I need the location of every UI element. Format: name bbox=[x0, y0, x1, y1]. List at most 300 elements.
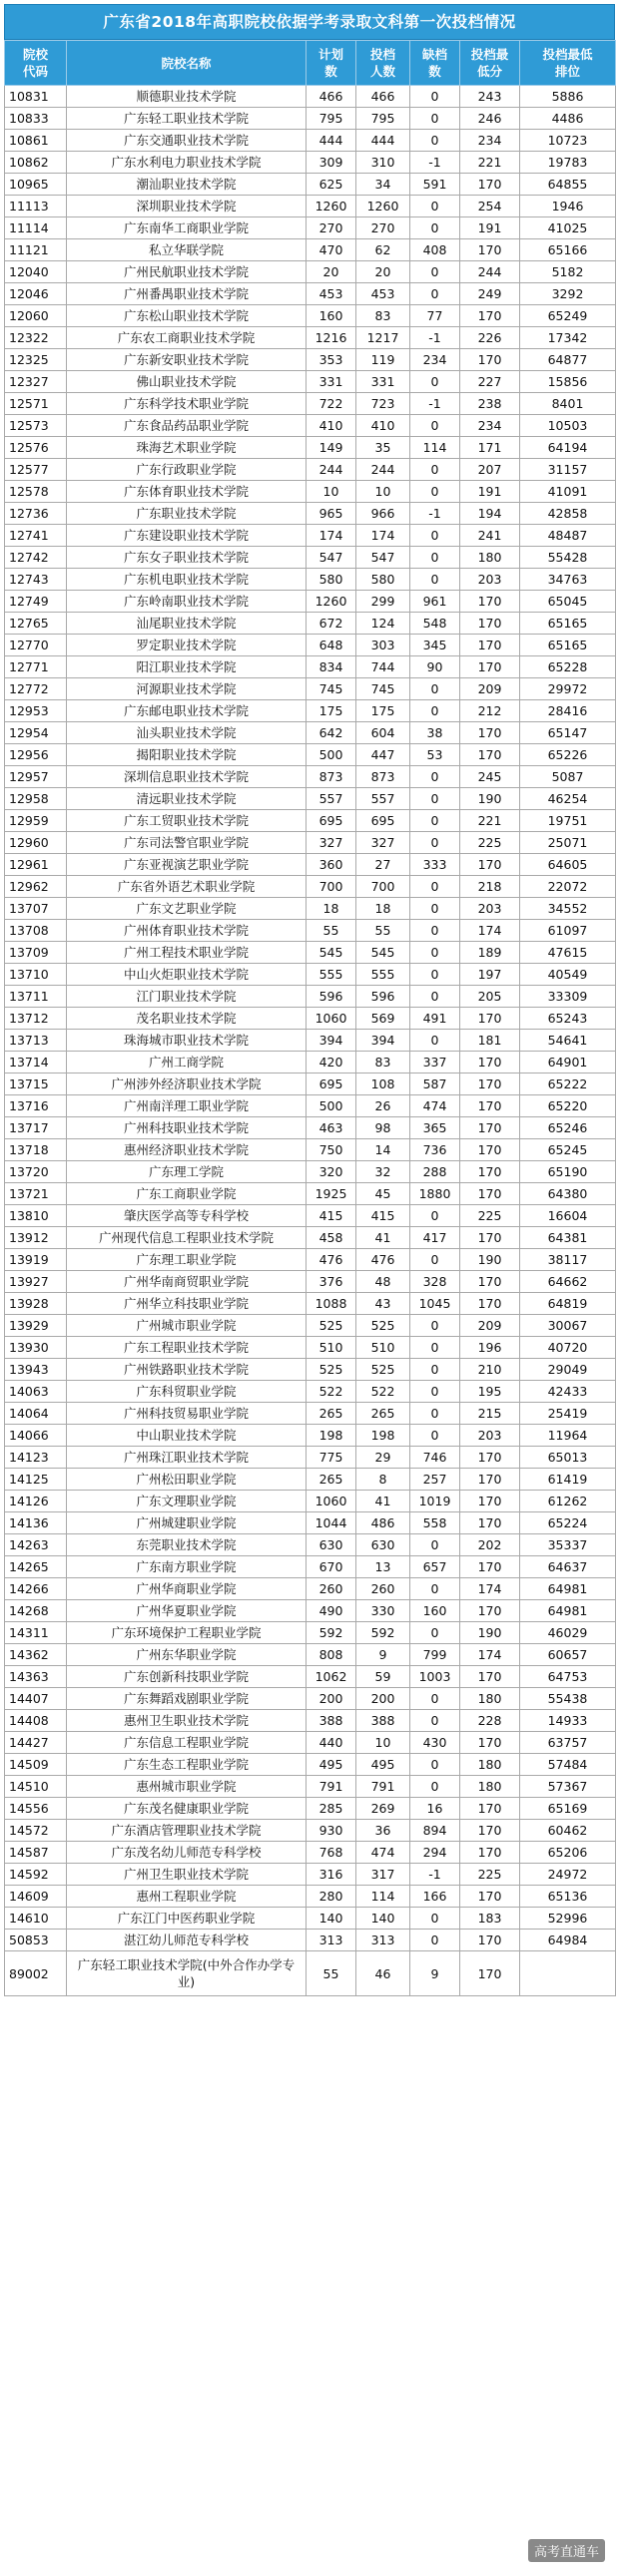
cell-min-rank: 35337 bbox=[520, 1534, 616, 1556]
cell-admitted: 313 bbox=[356, 1930, 410, 1951]
cell-shortage: 1045 bbox=[410, 1293, 460, 1315]
cell-name: 广东工贸职业技术学院 bbox=[67, 810, 307, 832]
cell-min-rank: 60657 bbox=[520, 1644, 616, 1666]
cell-shortage: 114 bbox=[410, 437, 460, 459]
cell-name: 惠州城市职业学院 bbox=[67, 1776, 307, 1798]
cell-name: 广东机电职业技术学院 bbox=[67, 569, 307, 591]
cell-min-rank: 40549 bbox=[520, 964, 616, 986]
cell-code: 14066 bbox=[5, 1425, 67, 1447]
cell-min-score: 170 bbox=[460, 1227, 520, 1249]
cell-plan: 270 bbox=[307, 217, 356, 239]
cell-min-score: 234 bbox=[460, 130, 520, 152]
table-row bbox=[5, 261, 616, 283]
table-row bbox=[5, 1447, 616, 1469]
cell-code: 14556 bbox=[5, 1798, 67, 1820]
cell-code: 14266 bbox=[5, 1578, 67, 1600]
cell-admitted: 41 bbox=[356, 1227, 410, 1249]
cell-admitted: 10 bbox=[356, 481, 410, 503]
cell-plan: 1062 bbox=[307, 1666, 356, 1688]
table-row bbox=[5, 437, 616, 459]
cell-plan: 795 bbox=[307, 108, 356, 130]
cell-shortage: 548 bbox=[410, 613, 460, 635]
table-row bbox=[5, 1095, 616, 1117]
cell-admitted: 388 bbox=[356, 1710, 410, 1732]
cell-name: 广州华商职业学院 bbox=[67, 1578, 307, 1600]
cell-shortage: 0 bbox=[410, 569, 460, 591]
cell-plan: 672 bbox=[307, 613, 356, 635]
cell-min-score: 170 bbox=[460, 635, 520, 656]
cell-name: 深圳职业技术学院 bbox=[67, 196, 307, 217]
table-row bbox=[5, 898, 616, 920]
cell-name: 河源职业技术学院 bbox=[67, 678, 307, 700]
cell-min-rank: 64380 bbox=[520, 1183, 616, 1205]
cell-min-rank: 65136 bbox=[520, 1886, 616, 1908]
cell-plan: 1216 bbox=[307, 327, 356, 349]
cell-name: 深圳信息职业技术学院 bbox=[67, 766, 307, 788]
cell-shortage: -1 bbox=[410, 152, 460, 174]
cell-plan: 1060 bbox=[307, 1008, 356, 1030]
cell-min-score: 221 bbox=[460, 810, 520, 832]
cell-min-rank: 14933 bbox=[520, 1710, 616, 1732]
cell-name: 江门职业技术学院 bbox=[67, 986, 307, 1008]
cell-code: 12962 bbox=[5, 876, 67, 898]
cell-code: 12958 bbox=[5, 788, 67, 810]
cell-shortage: 0 bbox=[410, 876, 460, 898]
cell-admitted: 45 bbox=[356, 1183, 410, 1205]
cell-code: 14592 bbox=[5, 1864, 67, 1886]
cell-admitted: 547 bbox=[356, 547, 410, 569]
cell-min-score: 195 bbox=[460, 1381, 520, 1403]
cell-name: 广东邮电职业技术学院 bbox=[67, 700, 307, 722]
cell-code: 13928 bbox=[5, 1293, 67, 1315]
cell-plan: 244 bbox=[307, 459, 356, 481]
cell-plan: 695 bbox=[307, 1073, 356, 1095]
cell-min-rank: 65245 bbox=[520, 1139, 616, 1161]
cell-min-score: 180 bbox=[460, 547, 520, 569]
cell-min-rank: 48487 bbox=[520, 525, 616, 547]
cell-plan: 500 bbox=[307, 1095, 356, 1117]
cell-name: 广东水利电力职业技术学院 bbox=[67, 152, 307, 174]
cell-min-rank: 64901 bbox=[520, 1052, 616, 1073]
cell-code: 14572 bbox=[5, 1820, 67, 1842]
table-row bbox=[5, 459, 616, 481]
cell-plan: 1044 bbox=[307, 1512, 356, 1534]
cell-shortage: 0 bbox=[410, 678, 460, 700]
cell-name: 广东茂名幼儿师范专科学校 bbox=[67, 1842, 307, 1864]
cell-code: 11113 bbox=[5, 196, 67, 217]
cell-shortage: 0 bbox=[410, 766, 460, 788]
cell-shortage: 0 bbox=[410, 371, 460, 393]
cell-min-score: 170 bbox=[460, 1095, 520, 1117]
table-row bbox=[5, 1249, 616, 1271]
cell-code: 12741 bbox=[5, 525, 67, 547]
cell-code: 10965 bbox=[5, 174, 67, 196]
cell-min-rank: 65228 bbox=[520, 656, 616, 678]
cell-min-score: 221 bbox=[460, 152, 520, 174]
cell-min-rank: 64381 bbox=[520, 1227, 616, 1249]
cell-shortage: 0 bbox=[410, 1622, 460, 1644]
cell-name: 广州华立科技职业学院 bbox=[67, 1293, 307, 1315]
cell-admitted: 522 bbox=[356, 1381, 410, 1403]
cell-min-rank: 65165 bbox=[520, 613, 616, 635]
table-row bbox=[5, 503, 616, 525]
cell-min-score: 225 bbox=[460, 832, 520, 854]
cell-code: 14125 bbox=[5, 1469, 67, 1491]
table-row bbox=[5, 1534, 616, 1556]
cell-min-rank: 8401 bbox=[520, 393, 616, 415]
cell-shortage: 0 bbox=[410, 108, 460, 130]
cell-min-score: 170 bbox=[460, 239, 520, 261]
cell-name: 广州科技贸易职业学院 bbox=[67, 1403, 307, 1425]
cell-min-score: 170 bbox=[460, 1842, 520, 1864]
cell-code: 12742 bbox=[5, 547, 67, 569]
cell-min-rank: 65166 bbox=[520, 239, 616, 261]
cell-admitted: 29 bbox=[356, 1447, 410, 1469]
table-row bbox=[5, 1622, 616, 1644]
cell-min-rank: 65222 bbox=[520, 1073, 616, 1095]
cell-plan: 630 bbox=[307, 1534, 356, 1556]
cell-min-rank: 65206 bbox=[520, 1842, 616, 1864]
cell-min-rank: 64877 bbox=[520, 349, 616, 371]
header-plan: 计划 数 bbox=[307, 41, 356, 86]
cell-name: 广东舞蹈戏剧职业学院 bbox=[67, 1688, 307, 1710]
cell-admitted: 299 bbox=[356, 591, 410, 613]
cell-code: 12571 bbox=[5, 393, 67, 415]
table-row bbox=[5, 1161, 616, 1183]
cell-name: 珠海城市职业技术学院 bbox=[67, 1030, 307, 1052]
cell-name: 广东工程职业技术学院 bbox=[67, 1337, 307, 1359]
cell-code: 13720 bbox=[5, 1161, 67, 1183]
cell-min-score: 215 bbox=[460, 1403, 520, 1425]
cell-min-rank: 64662 bbox=[520, 1271, 616, 1293]
cell-admitted: 9 bbox=[356, 1644, 410, 1666]
table-row bbox=[5, 1293, 616, 1315]
cell-code: 13714 bbox=[5, 1052, 67, 1073]
cell-min-score: 190 bbox=[460, 1622, 520, 1644]
cell-shortage: 1003 bbox=[410, 1666, 460, 1688]
cell-code: 12576 bbox=[5, 437, 67, 459]
cell-min-score: 170 bbox=[460, 1293, 520, 1315]
cell-plan: 388 bbox=[307, 1710, 356, 1732]
cell-name: 广州东华职业学院 bbox=[67, 1644, 307, 1666]
cell-code: 10862 bbox=[5, 152, 67, 174]
cell-plan: 965 bbox=[307, 503, 356, 525]
cell-min-rank: 63757 bbox=[520, 1732, 616, 1754]
cell-min-score: 171 bbox=[460, 437, 520, 459]
cell-code: 14587 bbox=[5, 1842, 67, 1864]
cell-plan: 557 bbox=[307, 788, 356, 810]
cell-min-rank: 64981 bbox=[520, 1600, 616, 1622]
cell-min-score: 203 bbox=[460, 898, 520, 920]
cell-admitted: 330 bbox=[356, 1600, 410, 1622]
cell-plan: 1925 bbox=[307, 1183, 356, 1205]
cell-code: 12956 bbox=[5, 744, 67, 766]
cell-shortage: 0 bbox=[410, 788, 460, 810]
cell-name: 广东职业技术学院 bbox=[67, 503, 307, 525]
cell-admitted: 32 bbox=[356, 1161, 410, 1183]
cell-admitted: 791 bbox=[356, 1776, 410, 1798]
cell-plan: 175 bbox=[307, 700, 356, 722]
cell-code: 12953 bbox=[5, 700, 67, 722]
cell-min-score: 243 bbox=[460, 86, 520, 108]
table-row bbox=[5, 547, 616, 569]
cell-min-score: 170 bbox=[460, 1073, 520, 1095]
cell-admitted: 331 bbox=[356, 371, 410, 393]
cell-shortage: 328 bbox=[410, 1271, 460, 1293]
cell-plan: 768 bbox=[307, 1842, 356, 1864]
cell-admitted: 545 bbox=[356, 942, 410, 964]
cell-shortage: 160 bbox=[410, 1600, 460, 1622]
cell-shortage: -1 bbox=[410, 327, 460, 349]
cell-shortage: 736 bbox=[410, 1139, 460, 1161]
cell-min-rank: 54641 bbox=[520, 1030, 616, 1052]
cell-code: 12749 bbox=[5, 591, 67, 613]
cell-plan: 670 bbox=[307, 1556, 356, 1578]
cell-name: 广东科学技术职业学院 bbox=[67, 393, 307, 415]
cell-admitted: 476 bbox=[356, 1249, 410, 1271]
cell-admitted: 10 bbox=[356, 1732, 410, 1754]
cell-min-rank: 61097 bbox=[520, 920, 616, 942]
cell-plan: 316 bbox=[307, 1864, 356, 1886]
cell-shortage: 408 bbox=[410, 239, 460, 261]
cell-code: 14263 bbox=[5, 1534, 67, 1556]
cell-code: 10833 bbox=[5, 108, 67, 130]
table-row bbox=[5, 1139, 616, 1161]
table-row bbox=[5, 1315, 616, 1337]
cell-admitted: 124 bbox=[356, 613, 410, 635]
cell-plan: 500 bbox=[307, 744, 356, 766]
cell-min-rank: 46029 bbox=[520, 1622, 616, 1644]
cell-admitted: 596 bbox=[356, 986, 410, 1008]
cell-name: 广州涉外经济职业技术学院 bbox=[67, 1073, 307, 1095]
table-row bbox=[5, 305, 616, 327]
cell-code: 12770 bbox=[5, 635, 67, 656]
cell-plan: 525 bbox=[307, 1359, 356, 1381]
cell-min-score: 227 bbox=[460, 371, 520, 393]
cell-min-score: 209 bbox=[460, 678, 520, 700]
cell-code: 12322 bbox=[5, 327, 67, 349]
cell-admitted: 83 bbox=[356, 305, 410, 327]
table-row bbox=[5, 174, 616, 196]
cell-code: 14136 bbox=[5, 1512, 67, 1534]
cell-min-rank: 57484 bbox=[520, 1754, 616, 1776]
table-row bbox=[5, 788, 616, 810]
cell-shortage: 430 bbox=[410, 1732, 460, 1754]
cell-name: 广州现代信息工程职业技术学院 bbox=[67, 1227, 307, 1249]
cell-name: 广东创新科技职业学院 bbox=[67, 1666, 307, 1688]
cell-code: 12578 bbox=[5, 481, 67, 503]
cell-plan: 458 bbox=[307, 1227, 356, 1249]
cell-min-score: 170 bbox=[460, 349, 520, 371]
cell-min-score: 207 bbox=[460, 459, 520, 481]
cell-shortage: 38 bbox=[410, 722, 460, 744]
cell-shortage: 333 bbox=[410, 854, 460, 876]
cell-name: 广东生态工程职业学院 bbox=[67, 1754, 307, 1776]
table-row bbox=[5, 1666, 616, 1688]
cell-min-score: 202 bbox=[460, 1534, 520, 1556]
cell-code: 13717 bbox=[5, 1117, 67, 1139]
cell-min-score: 189 bbox=[460, 942, 520, 964]
cell-plan: 596 bbox=[307, 986, 356, 1008]
cell-min-score: 212 bbox=[460, 700, 520, 722]
cell-plan: 1088 bbox=[307, 1293, 356, 1315]
table-row bbox=[5, 239, 616, 261]
cell-admitted: 260 bbox=[356, 1578, 410, 1600]
cell-code: 13710 bbox=[5, 964, 67, 986]
cell-plan: 642 bbox=[307, 722, 356, 744]
cell-shortage: 345 bbox=[410, 635, 460, 656]
table-row bbox=[5, 1359, 616, 1381]
table-row bbox=[5, 1688, 616, 1710]
cell-min-score: 225 bbox=[460, 1205, 520, 1227]
cell-shortage: 0 bbox=[410, 1710, 460, 1732]
cell-min-score: 170 bbox=[460, 1469, 520, 1491]
cell-admitted: 310 bbox=[356, 152, 410, 174]
cell-min-score: 218 bbox=[460, 876, 520, 898]
cell-shortage: 0 bbox=[410, 217, 460, 239]
cell-admitted: 114 bbox=[356, 1886, 410, 1908]
cell-code: 11121 bbox=[5, 239, 67, 261]
cell-min-rank: 24972 bbox=[520, 1864, 616, 1886]
cell-plan: 1260 bbox=[307, 591, 356, 613]
table-row bbox=[5, 1842, 616, 1864]
cell-plan: 476 bbox=[307, 1249, 356, 1271]
cell-min-score: 197 bbox=[460, 964, 520, 986]
cell-min-rank: 41025 bbox=[520, 217, 616, 239]
table-row bbox=[5, 1425, 616, 1447]
cell-plan: 265 bbox=[307, 1403, 356, 1425]
cell-min-rank: 28416 bbox=[520, 700, 616, 722]
table-row bbox=[5, 1644, 616, 1666]
table-row bbox=[5, 854, 616, 876]
cell-min-rank: 38117 bbox=[520, 1249, 616, 1271]
cell-min-rank: 29972 bbox=[520, 678, 616, 700]
cell-shortage: 337 bbox=[410, 1052, 460, 1073]
header-admitted: 投档 人数 bbox=[356, 41, 410, 86]
cell-name: 阳江职业技术学院 bbox=[67, 656, 307, 678]
table-row bbox=[5, 1117, 616, 1139]
cell-shortage: 0 bbox=[410, 525, 460, 547]
cell-admitted: 604 bbox=[356, 722, 410, 744]
table-row bbox=[5, 1600, 616, 1622]
cell-name: 广州城市职业学院 bbox=[67, 1315, 307, 1337]
cell-min-rank: 55428 bbox=[520, 547, 616, 569]
cell-plan: 1060 bbox=[307, 1491, 356, 1512]
cell-name: 广州工程技术职业学院 bbox=[67, 942, 307, 964]
cell-shortage: 0 bbox=[410, 415, 460, 437]
cell-plan: 160 bbox=[307, 305, 356, 327]
cell-min-score: 191 bbox=[460, 481, 520, 503]
cell-shortage: 1019 bbox=[410, 1491, 460, 1512]
cell-shortage: 0 bbox=[410, 1908, 460, 1930]
cell-shortage: 0 bbox=[410, 1030, 460, 1052]
cell-shortage: 587 bbox=[410, 1073, 460, 1095]
cell-name: 广东环境保护工程职业学院 bbox=[67, 1622, 307, 1644]
cell-min-rank: 64637 bbox=[520, 1556, 616, 1578]
cell-admitted: 34 bbox=[356, 174, 410, 196]
cell-code: 13715 bbox=[5, 1073, 67, 1095]
cell-min-score: 196 bbox=[460, 1337, 520, 1359]
cell-min-rank: 61262 bbox=[520, 1491, 616, 1512]
cell-shortage: 0 bbox=[410, 920, 460, 942]
cell-name: 广东南方职业学院 bbox=[67, 1556, 307, 1578]
cell-admitted: 62 bbox=[356, 239, 410, 261]
cell-min-score: 174 bbox=[460, 1644, 520, 1666]
cell-plan: 722 bbox=[307, 393, 356, 415]
cell-shortage: 0 bbox=[410, 1776, 460, 1798]
cell-shortage: 0 bbox=[410, 547, 460, 569]
table-row bbox=[5, 1381, 616, 1403]
cell-min-score: 246 bbox=[460, 108, 520, 130]
cell-name: 广州科技职业技术学院 bbox=[67, 1117, 307, 1139]
table-row bbox=[5, 393, 616, 415]
cell-shortage: -1 bbox=[410, 1864, 460, 1886]
cell-min-rank: 22072 bbox=[520, 876, 616, 898]
cell-admitted: 580 bbox=[356, 569, 410, 591]
cell-code: 13927 bbox=[5, 1271, 67, 1293]
cell-min-rank: 61419 bbox=[520, 1469, 616, 1491]
cell-min-rank: 34763 bbox=[520, 569, 616, 591]
table-row bbox=[5, 591, 616, 613]
cell-name: 珠海艺术职业学院 bbox=[67, 437, 307, 459]
cell-min-rank: 65224 bbox=[520, 1512, 616, 1534]
cell-name: 汕尾职业技术学院 bbox=[67, 613, 307, 635]
cell-shortage: 0 bbox=[410, 942, 460, 964]
cell-admitted: 59 bbox=[356, 1666, 410, 1688]
cell-min-rank: 5886 bbox=[520, 86, 616, 108]
cell-plan: 791 bbox=[307, 1776, 356, 1798]
table-row bbox=[5, 1864, 616, 1886]
table-row bbox=[5, 766, 616, 788]
table-row bbox=[5, 810, 616, 832]
cell-min-score: 180 bbox=[460, 1776, 520, 1798]
cell-min-rank: 1946 bbox=[520, 196, 616, 217]
table-row bbox=[5, 613, 616, 635]
cell-plan: 873 bbox=[307, 766, 356, 788]
cell-name: 东莞职业技术学院 bbox=[67, 1534, 307, 1556]
cell-min-rank: 65165 bbox=[520, 635, 616, 656]
cell-plan: 495 bbox=[307, 1754, 356, 1776]
table-row bbox=[5, 1008, 616, 1030]
cell-min-score: 203 bbox=[460, 1425, 520, 1447]
cell-name: 中山职业技术学院 bbox=[67, 1425, 307, 1447]
cell-admitted: 723 bbox=[356, 393, 410, 415]
cell-min-score: 180 bbox=[460, 1754, 520, 1776]
cell-min-rank: 47615 bbox=[520, 942, 616, 964]
cell-admitted: 557 bbox=[356, 788, 410, 810]
cell-plan: 410 bbox=[307, 415, 356, 437]
table-row bbox=[5, 1073, 616, 1095]
cell-name: 私立华联学院 bbox=[67, 239, 307, 261]
cell-name: 汕头职业技术学院 bbox=[67, 722, 307, 744]
cell-shortage: 0 bbox=[410, 1337, 460, 1359]
cell-name: 广州工商学院 bbox=[67, 1052, 307, 1073]
cell-name: 广州卫生职业技术学院 bbox=[67, 1864, 307, 1886]
cell-plan: 1260 bbox=[307, 196, 356, 217]
cell-name: 广东茂名健康职业学院 bbox=[67, 1798, 307, 1820]
cell-plan: 580 bbox=[307, 569, 356, 591]
cell-min-score: 194 bbox=[460, 503, 520, 525]
cell-name: 中山火炬职业技术学院 bbox=[67, 964, 307, 986]
cell-name: 佛山职业技术学院 bbox=[67, 371, 307, 393]
cell-code: 12046 bbox=[5, 283, 67, 305]
cell-min-score: 170 bbox=[460, 1600, 520, 1622]
cell-name: 广州松田职业学院 bbox=[67, 1469, 307, 1491]
cell-admitted: 444 bbox=[356, 130, 410, 152]
table-row bbox=[5, 700, 616, 722]
cell-admitted: 13 bbox=[356, 1556, 410, 1578]
cell-shortage: 16 bbox=[410, 1798, 460, 1820]
